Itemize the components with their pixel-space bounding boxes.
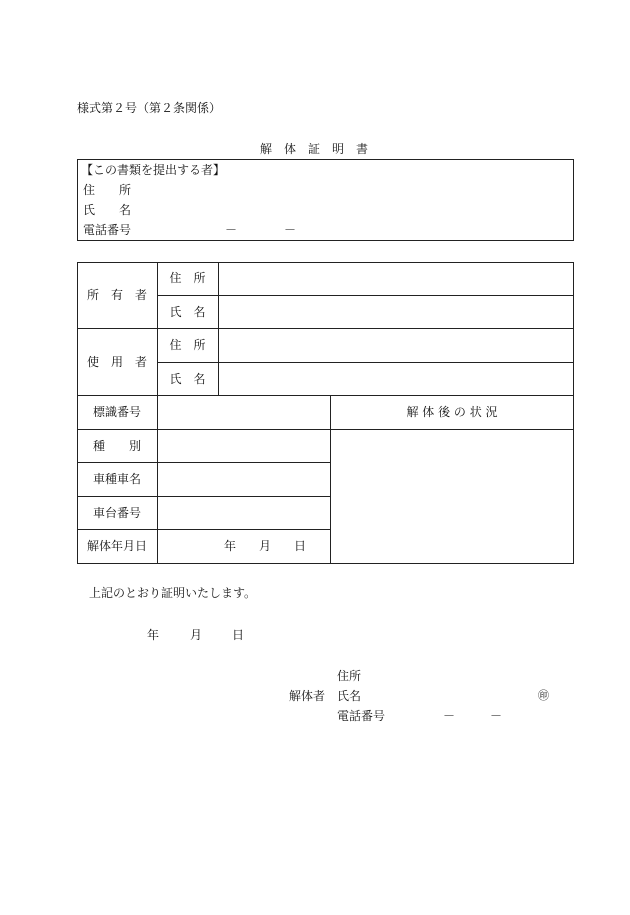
user-address-label: 住 所 [169,338,206,352]
submitter-address-label: 住 所 [83,183,132,197]
table-line [77,462,330,463]
submitter-phone-dash-1: － [225,223,238,237]
dismantler-role-label: 解体者 [289,689,326,703]
table-line [77,429,574,430]
user-label: 使 用 者 [86,355,147,369]
certification-year: 年 [147,628,160,642]
dismantle-date-day: 日 [294,539,307,553]
certification-month: 月 [190,628,203,642]
table-line [77,395,574,396]
after-dismantle-status-label: 解 体 後 の 状 況 [406,405,498,419]
form-number: 様式第２号（第２条関係） [77,101,222,115]
table-line [218,262,219,395]
dismantler-name-label: 氏名 [337,689,362,703]
table-line [157,295,574,296]
chassis-number-label: 車台番号 [92,506,141,520]
table-line [77,328,574,329]
table-line [157,362,574,363]
submitter-name-label: 氏 名 [83,203,132,217]
table-line [77,496,330,497]
dismantle-date-label: 解体年月日 [86,539,147,553]
owner-address-label: 住 所 [169,271,206,285]
vehicle-type-label: 種 別 [92,439,141,453]
table-line [77,529,330,530]
submitter-heading: 【この書類を提出する者】 [81,163,226,177]
submitter-phone-label: 電話番号 [83,223,132,237]
submitter-phone-dash-2: － [284,223,297,237]
dismantler-phone-label: 電話番号 [337,709,386,723]
owner-name-label: 氏 名 [169,305,206,319]
dismantler-address-label: 住所 [337,669,362,683]
certification-text: 上記のとおり証明いたします。 [89,586,257,600]
user-name-label: 氏 名 [169,372,206,386]
plate-number-label: 標識番号 [92,405,141,419]
certification-day: 日 [232,628,245,642]
seal-mark-icon: ㊞ [538,689,549,702]
dismantle-date-month: 月 [259,539,272,553]
document-title: 解 体 証 明 書 [260,142,369,156]
vehicle-model-label: 車種車名 [92,472,141,486]
owner-label: 所 有 者 [86,288,147,302]
dismantler-phone-dash-2: － [490,709,503,723]
dismantler-phone-dash-1: － [443,709,456,723]
dismantle-date-year: 年 [224,539,237,553]
table-line [330,395,331,564]
